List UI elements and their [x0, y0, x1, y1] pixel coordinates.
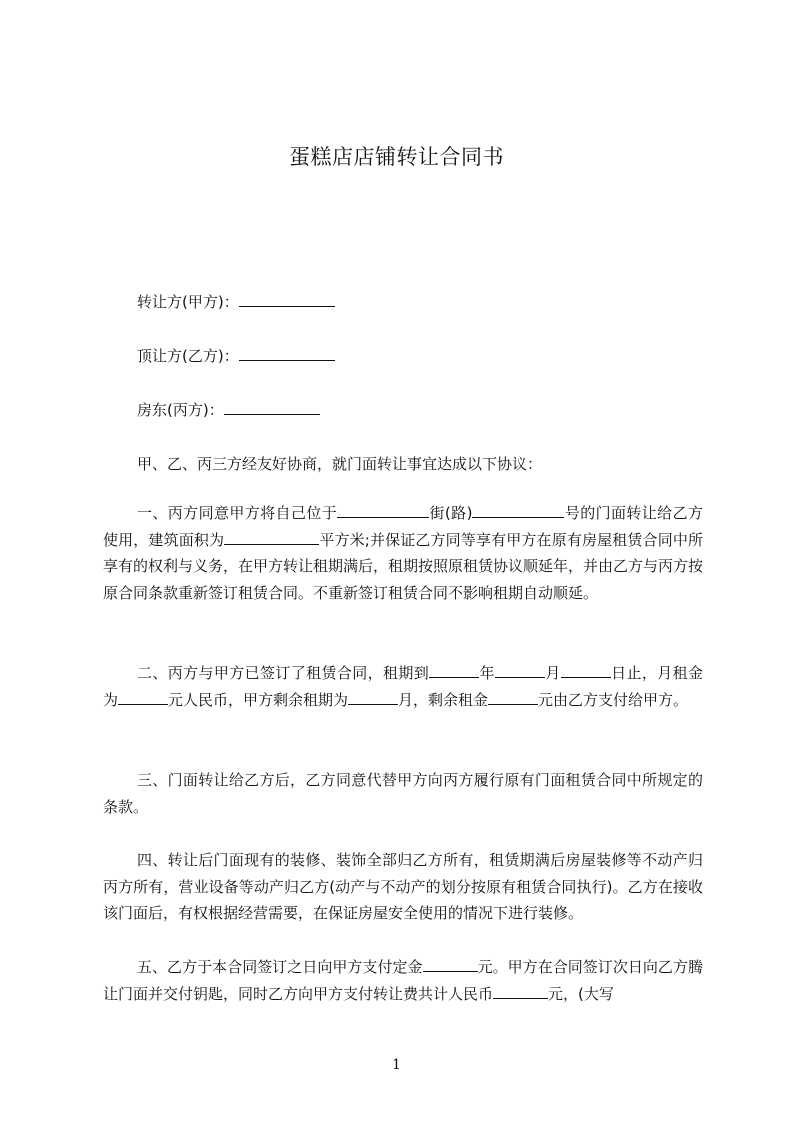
day-blank [561, 663, 611, 678]
clause-2-text: 月 [544, 664, 561, 682]
clause-2-text: 元由乙方支付给甲方。 [538, 690, 689, 709]
rent-blank [118, 690, 168, 705]
clause-1-text: 号的门面转让给乙方使用，建筑面积为 [103, 504, 703, 549]
page-number: 1 [392, 1057, 401, 1073]
clause-5-text: 元。甲方在合同签订次日向乙方腾让门面并交付钥匙，同时乙方向甲方支付转让费共计人民币 [103, 958, 703, 1003]
clause-3: 三、门面转让给乙方后，乙方同意代替甲方向丙方履行原有门面租赁合同中所规定的条款。 [103, 771, 703, 816]
month-blank [495, 663, 545, 678]
landlord-label: 房东(丙方)： [137, 401, 224, 419]
intro-text: 甲、乙、丙三方经友好协商，就门面转让事宜达成以下协议： [137, 455, 543, 473]
transferor-line [137, 291, 335, 312]
deposit-blank [423, 957, 478, 972]
transferor-label: 转让方(甲方)： [137, 293, 239, 311]
clause-2-text: 年 [479, 664, 495, 682]
clause-1-text: 平方米;并保证乙方同等享有甲方在原有房屋租赁合同中所享有的权利与义务，在甲方转让租期满后，租期按照原租赁协议顺延年，并由乙方与丙方按原合同条款重新签订租赁合同。不重新签订租赁合同不影响租期自动顺延。 [103, 530, 704, 603]
clause-1-text: 街(路) [429, 504, 473, 522]
street-blank [337, 503, 429, 518]
clause-2-text: 月，剩余租金 [398, 690, 489, 709]
clause-1 [103, 500, 703, 607]
clause-2-text: 元人民币，甲方剩余租期为 [168, 690, 349, 709]
transferee-blank [239, 346, 335, 361]
clause-4: 四、转让后门面现有的装修、装饰全部归乙方所有，租赁期满后房屋装修等不动产归丙方所有，营业设备等动产归乙方(动产与不动产的划分按原有租赁合同执行)。乙方在接收该门面后，有权根据经营需要，在保证房屋安全使用的情况下进行装修。 [103, 851, 703, 923]
area-blank [224, 530, 319, 545]
landlord-blank [224, 400, 320, 415]
transferor-blank [239, 292, 335, 307]
clause-5-text: 五、乙方于本合同签订之日向甲方支付定金 [137, 958, 423, 976]
remaining-term-blank [348, 690, 398, 705]
number-blank [472, 503, 564, 518]
year-blank [429, 663, 479, 678]
clause-1-text: 一、丙方同意甲方将自己位于 [137, 504, 338, 522]
document-title: 蛋糕店店铺转让合同书 [289, 145, 504, 169]
remaining-rent-blank [488, 690, 538, 705]
clause-5 [103, 954, 703, 1007]
clause-5-text: 元，(大写 [548, 984, 614, 1003]
transferee-label: 顶让方(乙方)： [137, 347, 239, 365]
clause-2-text: 二、丙方与甲方已签订了租赁合同，租期到 [137, 664, 430, 682]
landlord-line [137, 399, 320, 420]
transfer-fee-blank [493, 984, 548, 999]
clause-2 [103, 660, 703, 713]
transferee-line [137, 345, 335, 366]
clause-2-text: 日止，月租金为 [103, 664, 703, 709]
